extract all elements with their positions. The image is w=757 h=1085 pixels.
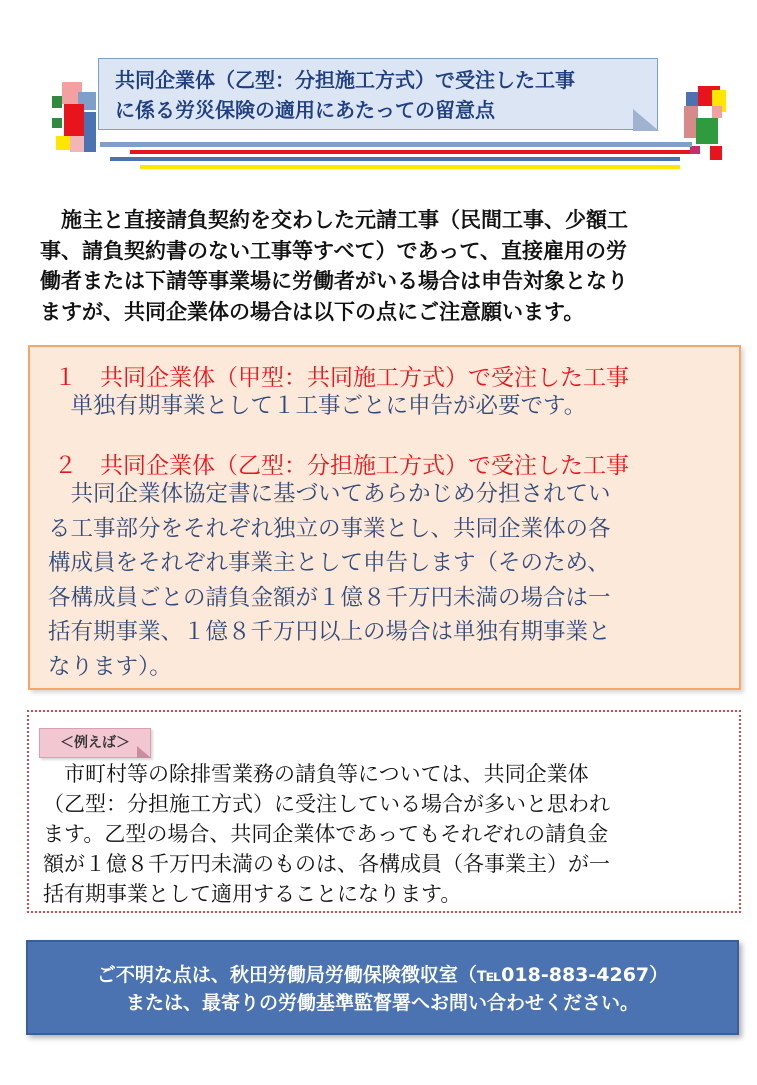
- intro-line: ますが、共同企業体の場合は以下の点にご注意願います。: [40, 299, 585, 324]
- intro-line: 施主と直接請負契約を交わした元請工事（民間工事、少額工: [40, 208, 628, 232]
- example-tag: [39, 728, 151, 758]
- intro-line: 事、請負契約書のない工事等すべて）であって、直接雇用の労: [40, 238, 627, 263]
- section-1-heading: １ 共同企業体（甲型：共同施工方式）で受注した工事: [54, 365, 629, 391]
- section-2-line: 共同企業体協定書に基づいてあらかじめ分担されてい: [48, 481, 611, 507]
- title-line-2: に係る労災保険の適用にあたっての留意点: [115, 98, 495, 122]
- section-2-line: 各構成員ごとの請負金額が１億８千万円未満の場合は一: [48, 584, 611, 611]
- example-tag-fold: [137, 746, 151, 758]
- section-1-line: 単独有期事業として１工事ごとに申告が必要です。: [48, 393, 587, 419]
- example-line: 額が１億８千万円未満のものは、各構成員（各事業主）が一: [43, 852, 610, 876]
- example-line: ます。乙型の場合、共同企業体であってもそれぞれの請負金: [43, 822, 609, 846]
- title-box: [98, 58, 658, 130]
- contact-line-1: ご不明な点は、秋田労働局労働保険徴収室（℡018-883-4267）: [96, 964, 669, 986]
- section-2-line: る工事部分をそれぞれ独立の事業とし、共同企業体の各: [48, 515, 611, 542]
- example-body: [43, 759, 610, 909]
- contact-box: [26, 940, 739, 1035]
- example-line: 括有期事業として適用することになります。: [43, 882, 462, 906]
- jv-types-box: [28, 345, 741, 690]
- intro-line: 働者または下請等事業場に労働者がいる場合は申告対象となり: [40, 269, 628, 293]
- example-line: 市町村等の除排雪業務の請負等については、共同企業体: [43, 762, 589, 786]
- section-2-line: 構成員をそれぞれ事業主として申告します（そのため、: [48, 550, 610, 576]
- contact-line-2: または、最寄りの労働基準監督署へお問い合わせください。: [125, 992, 639, 1014]
- title-line-1: 共同企業体（乙型：分担施工方式）で受注した工事: [115, 68, 575, 92]
- section-2-line: 括有期事業、１億８千万円以上の場合は単独有期事業と: [48, 619, 611, 645]
- example-tag-label: ＜例えば＞: [60, 735, 130, 751]
- section-2-body: [48, 477, 611, 684]
- section-2-line: なります）。: [48, 653, 172, 680]
- section-2-heading: ２ 共同企業体（乙型：分担施工方式）で受注した工事: [54, 453, 629, 479]
- example-line: （乙型：分担施工方式）に受注している場合が多いと思われ: [43, 792, 610, 816]
- intro-paragraph: [40, 205, 720, 327]
- title-fold-corner: [633, 109, 659, 131]
- example-box: [27, 710, 741, 913]
- section-1-body: [48, 389, 586, 424]
